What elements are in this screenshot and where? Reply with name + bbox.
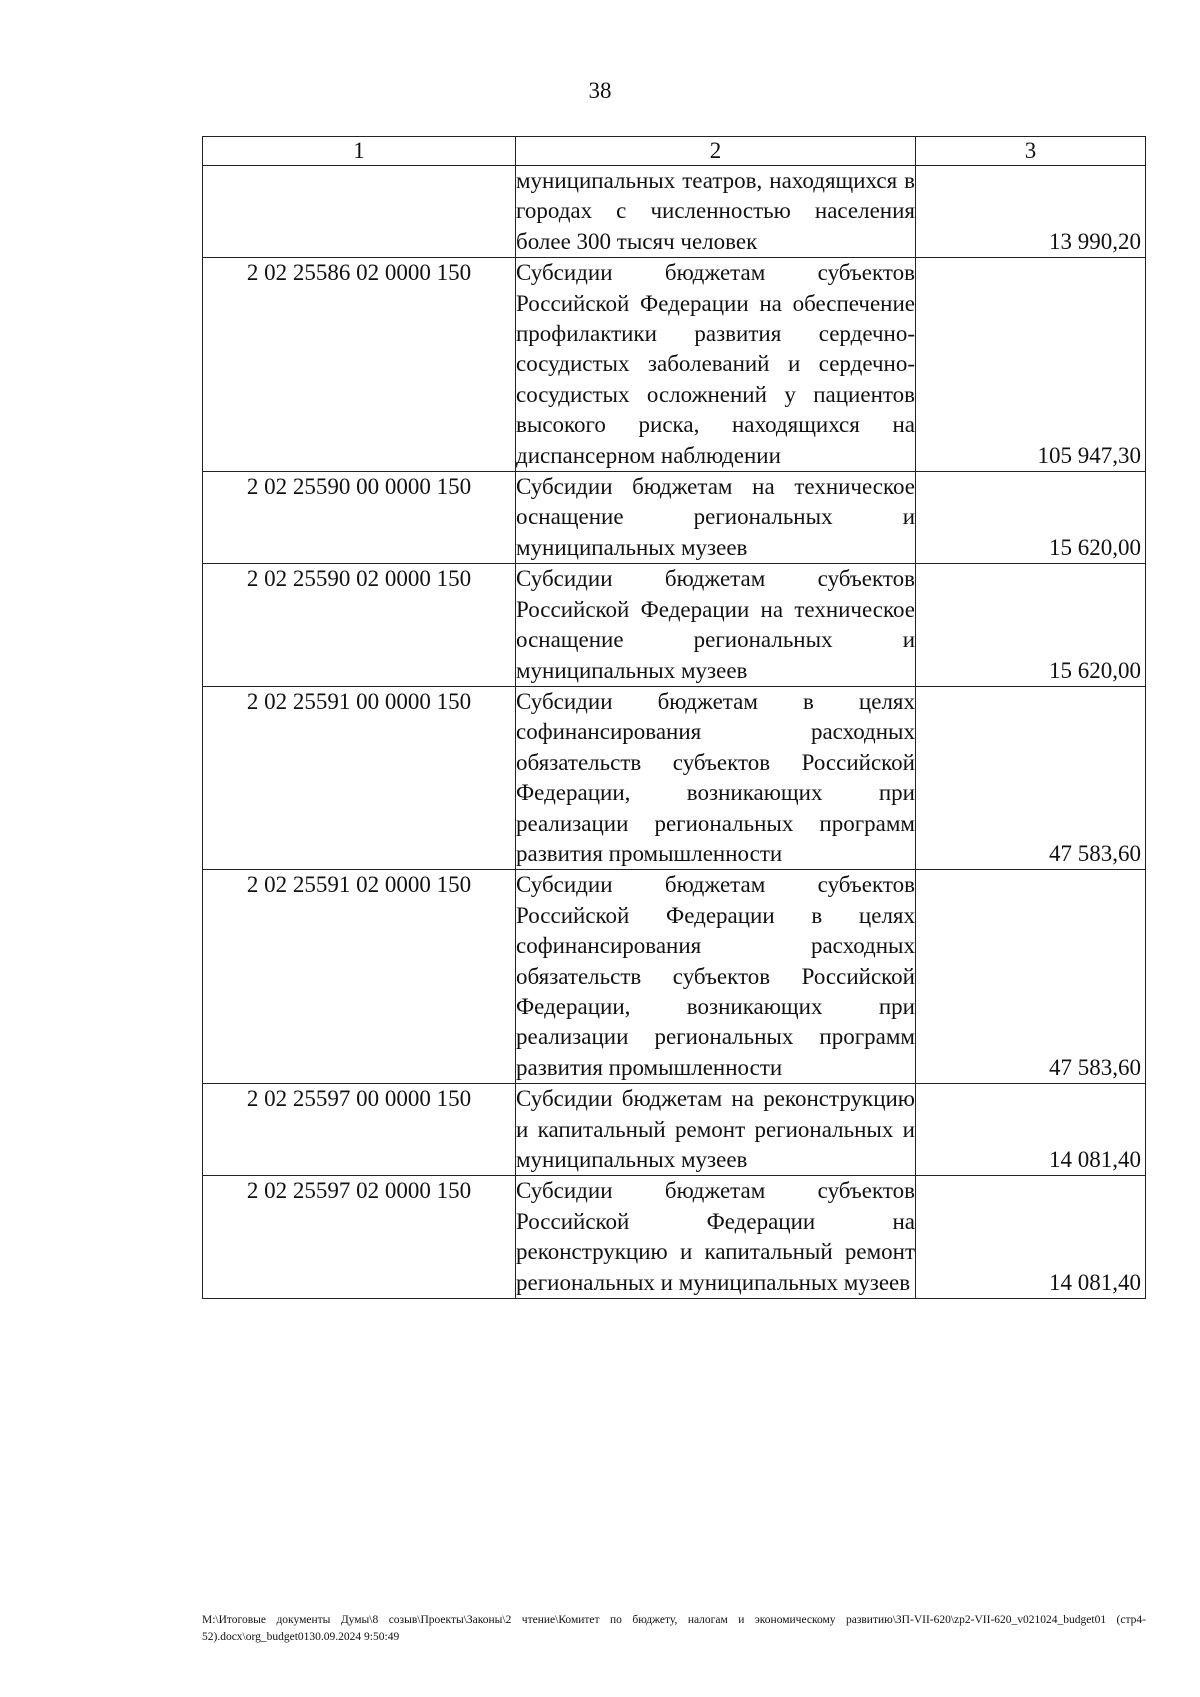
table-row <box>203 686 1146 869</box>
budget-code <box>203 166 516 258</box>
budget-amount: 14 081,40 <box>916 1176 1146 1299</box>
budget-amount: 14 081,40 <box>916 1084 1146 1176</box>
budget-description: Субсидии бюджетам субъектов Российской Федерации в целях софинансирования расходных обязательств субъектов Российской Федерации, возникающих при реализации региональных программ развития промышленности <box>516 870 916 1084</box>
file-path-footer: M:\Итоговые документы Думы\8 созыв\Проекты\Законы\2 чтение\Комитет по бюджету, налогам и экономическому развитию\ЗП-VII-620\zp2-VII-620_v021024_budget01 (стр4-52).docx\org_budget0130.09.2024 9:50:49 <box>202 1614 1146 1643</box>
budget-description: Субсидии бюджетам субъектов Российской Федерации на обеспечение профилактики развития сердечно-сосудистых заболеваний и сердечно-сосудистых осложнений у пациентов высокого риска, находящихся на диспансерном наблюдении <box>516 258 916 472</box>
budget-code: 2 02 25590 00 0000 150 <box>203 472 516 564</box>
table-row <box>203 472 1146 564</box>
table-row <box>203 1084 1146 1176</box>
budget-code: 2 02 25586 02 0000 150 <box>203 258 516 472</box>
budget-description: Субсидии бюджетам на реконструкцию и капитальный ремонт региональных и муниципальных музеев <box>516 1084 916 1176</box>
table-row <box>203 258 1146 472</box>
budget-description: муниципальных театров, находящихся в городах с численностью населения более 300 тысяч человек <box>516 166 916 258</box>
budget-code: 2 02 25591 00 0000 150 <box>203 686 516 869</box>
budget-code: 2 02 25591 02 0000 150 <box>203 870 516 1084</box>
budget-description: Субсидии бюджетам субъектов Российской Федерации на техническое оснащение региональных и муниципальных музеев <box>516 564 916 687</box>
budget-amount: 105 947,30 <box>916 258 1146 472</box>
budget-amount: 47 583,60 <box>916 686 1146 869</box>
budget-description: Субсидии бюджетам на техническое оснащение региональных и муниципальных музеев <box>516 472 916 564</box>
budget-code: 2 02 25590 02 0000 150 <box>203 564 516 687</box>
column-header-code: 1 <box>203 137 516 166</box>
table-row <box>203 166 1146 258</box>
table-row <box>203 1176 1146 1299</box>
budget-table <box>202 136 1146 1299</box>
budget-amount: 13 990,20 <box>916 166 1146 258</box>
budget-description: Субсидии бюджетам в целях софинансирования расходных обязательств субъектов Российской Федерации, возникающих при реализации региональных программ развития промышленности <box>516 686 916 869</box>
budget-code: 2 02 25597 02 0000 150 <box>203 1176 516 1299</box>
budget-amount: 47 583,60 <box>916 870 1146 1084</box>
table-row <box>203 564 1146 687</box>
page-number: 38 <box>588 78 612 103</box>
column-header-description: 2 <box>516 137 916 166</box>
budget-amount: 15 620,00 <box>916 472 1146 564</box>
table-header-row <box>203 137 1146 166</box>
column-header-amount: 3 <box>916 137 1146 166</box>
budget-description: Субсидии бюджетам субъектов Российской Федерации на реконструкцию и капитальный ремонт региональных и муниципальных музеев <box>516 1176 916 1299</box>
table-row <box>203 870 1146 1084</box>
budget-amount: 15 620,00 <box>916 564 1146 687</box>
budget-code: 2 02 25597 00 0000 150 <box>203 1084 516 1176</box>
